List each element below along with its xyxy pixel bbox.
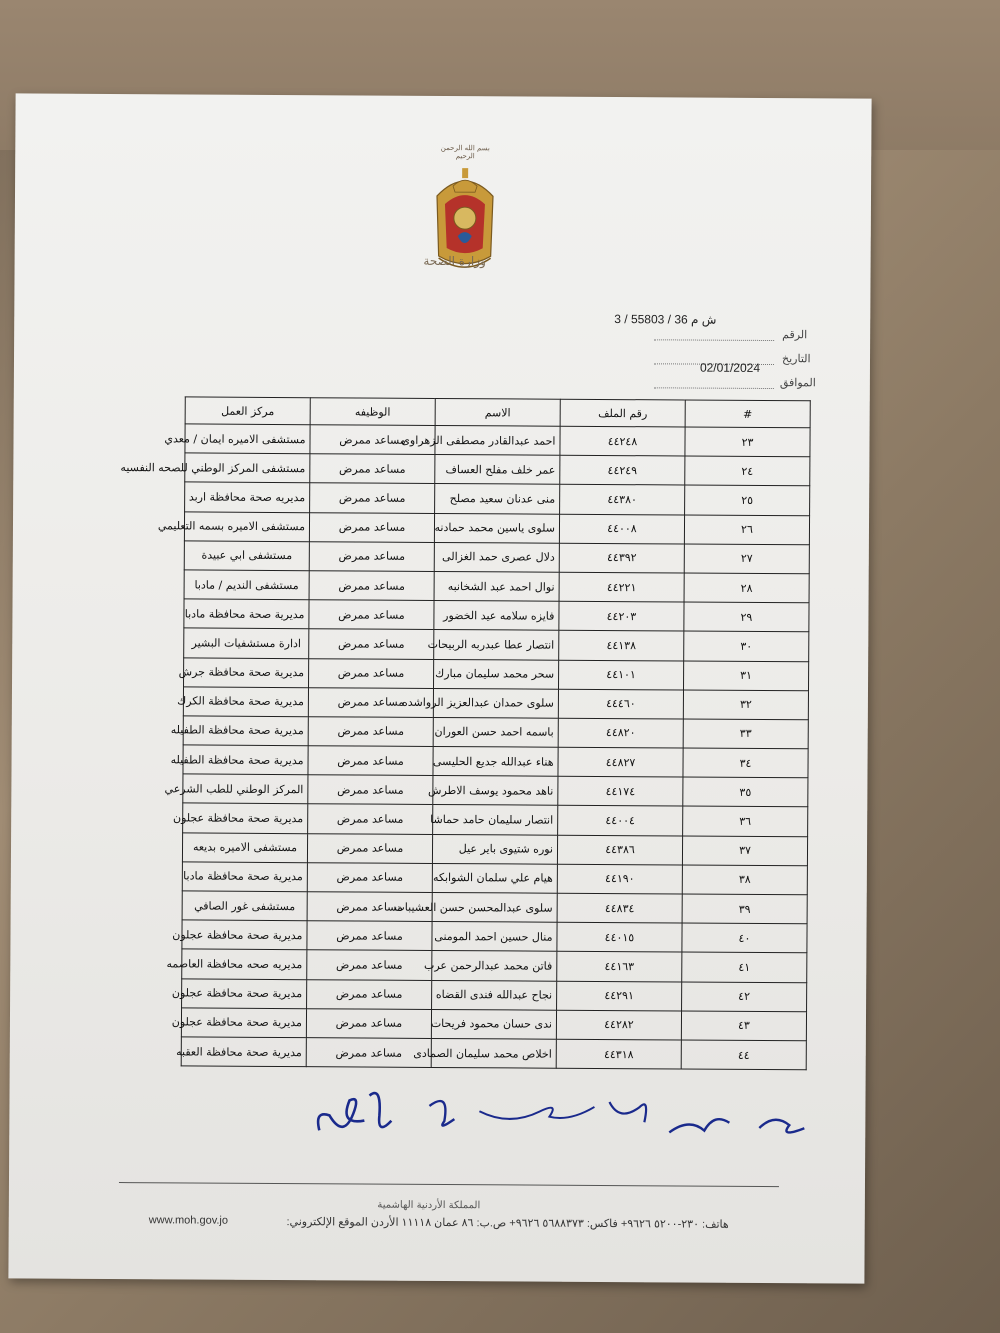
cell-index: ٣٩ [682, 894, 807, 924]
cell-name: فاتن محمد عبدالرحمن عرب [432, 951, 557, 981]
cell-file-number: ٤٤١٧٤ [558, 776, 683, 806]
table-row [185, 424, 810, 457]
cell-index: ٢٣ [685, 427, 810, 457]
table-row [182, 833, 807, 866]
handwritten-signatures [309, 1080, 849, 1153]
jordan-coat-of-arms-icon [424, 143, 505, 316]
reference-dotline [654, 339, 774, 341]
table-header-row [185, 397, 810, 428]
header-name: الاسم [435, 398, 560, 426]
cell-work-center: مديريه صحه محافظة العاصمه [182, 949, 307, 979]
cell-name: نجاح عبدالله فندى القضاه [432, 980, 557, 1010]
cell-file-number: ٤٤٣١٨ [556, 1039, 681, 1069]
cell-job: مساعد ممرض [308, 804, 433, 834]
cell-file-number: ٤٤٨٢٠ [558, 718, 683, 748]
cell-index: ٤٣ [681, 1011, 806, 1041]
cell-index: ٢٧ [684, 544, 809, 574]
cell-index: ٣٣ [683, 719, 808, 749]
cell-index: ٢٥ [685, 485, 810, 515]
table-row [184, 599, 809, 632]
document-sheet [8, 93, 871, 1283]
cell-index: ٢٨ [684, 573, 809, 603]
cell-job: مساعد ممرض [309, 541, 434, 571]
cell-work-center: مستشفى ابي عبيدة [184, 541, 309, 571]
header-job: الوظيفه [310, 398, 435, 426]
cell-job: مساعد ممرض [307, 833, 432, 863]
cell-work-center: مستشفى غور الصافي [182, 891, 307, 921]
cell-job: مساعد ممرض [310, 425, 435, 455]
cell-name: نوال احمد عبد الشخانبه [434, 571, 559, 601]
cell-job: مساعد ممرض [308, 746, 433, 776]
table-row [184, 570, 809, 603]
table-row [183, 716, 808, 749]
table-row [183, 745, 808, 778]
cell-index: ٢٦ [684, 515, 809, 545]
table-row [181, 1008, 806, 1041]
cell-work-center: مديريه صحة محافظة اربد [185, 482, 310, 512]
cell-work-center: مستشفى النديم / مادبا [184, 570, 309, 600]
cell-name: سلوى حمدان عبدالعزيز الرواشده [433, 688, 558, 718]
cell-index: ٤٠ [682, 923, 807, 953]
cell-job: مساعد ممرض [309, 600, 434, 630]
date-value: 02/01/2024 [699, 360, 761, 375]
cell-name: منى عدنان سعيد مصلح [435, 484, 560, 514]
cell-file-number: ٤٤١٣٨ [559, 631, 684, 661]
cell-name: منال حسين احمد المومنى [432, 922, 557, 952]
cell-work-center: مديرية صحة محافظة مادبا [184, 599, 309, 629]
cell-file-number: ٤٤٠٠٤ [558, 806, 683, 836]
cell-file-number: ٤٤٤٦٠ [558, 689, 683, 719]
footer-contact [148, 1214, 729, 1231]
cell-work-center: مستشفى المركز الوطني للصحه النفسيه [185, 453, 310, 483]
cell-file-number: ٤٤٢٤٩ [560, 455, 685, 485]
cell-work-center: مستشفى الاميره ايمان / معدي [185, 424, 310, 454]
cell-index: ٣٠ [684, 631, 809, 661]
cell-index: ٣١ [683, 660, 808, 690]
cell-index: ٢٤ [685, 456, 810, 486]
cell-work-center: مديرية صحة محافظة الطفيله [183, 716, 308, 746]
cell-name: فايزه سلامه عيد الخضور [434, 601, 559, 631]
table-row [182, 949, 807, 982]
cell-file-number: ٤٤٢٨٢ [556, 1010, 681, 1040]
cell-work-center: مستشفى الاميره بسمه التعليمي [184, 511, 309, 541]
cell-work-center: مديرية صحة محافظة الكرك [183, 687, 308, 717]
cell-file-number: ٤٤١٩٠ [557, 864, 682, 894]
cell-index: ٣٦ [683, 806, 808, 836]
cell-name: اخلاص محمد سليمان الصمادى [431, 1038, 556, 1068]
cell-job: مساعد ممرض [307, 863, 432, 893]
cell-work-center: ادارة مستشفيات البشير [184, 628, 309, 658]
table-row [181, 1037, 806, 1070]
cell-index: ٣٨ [682, 865, 807, 895]
reference-number: ش م 36 / 55803 / 3 [614, 312, 717, 327]
cell-index: ٣٤ [683, 748, 808, 778]
cell-work-center: مديرية صحة محافظة مادبا [182, 862, 307, 892]
cell-index: ٢٩ [684, 602, 809, 632]
cell-job: مساعد ممرض [308, 687, 433, 717]
table-row [184, 628, 809, 661]
cell-file-number: ٤٤٣٩٢ [559, 543, 684, 573]
table-row [183, 687, 808, 720]
header-file-number: رقم الملف [560, 399, 685, 427]
footer-website: www.moh.gov.jo [148, 1214, 229, 1227]
cell-name: انتصار سليمان حامد حماشا [433, 805, 558, 835]
ministry-name: وزارة الصحة [423, 253, 486, 269]
cell-job: مساعد ممرض [306, 1008, 431, 1038]
cell-job: مساعد ممرض [310, 454, 435, 484]
header-work-center: مركز العمل [185, 397, 310, 425]
cell-work-center: مديرية صحة محافظة عجلون [183, 803, 308, 833]
cell-name: سحر محمد سليمان مبارك [434, 659, 559, 689]
cell-job: مساعد ممرض [309, 629, 434, 659]
cell-job: مساعد ممرض [307, 979, 432, 1009]
cell-job: مساعد ممرض [309, 658, 434, 688]
table-row [184, 511, 809, 544]
cell-index: ٤٤ [681, 1040, 806, 1070]
cell-name: سلوى عبدالمحسن حسن العشيبات [432, 892, 557, 922]
table-row [182, 891, 807, 924]
footer-phone-fax: هاتف: ٢٣٠-٥٢٠٠ ٩٦٢٦+ فاكس: ٥٦٨٨٣٧٣ ٩٦٢٦+ ص.ب: ٨٦ عمان ١١١١٨ الأردن الموقع الإلكتروني: [286, 1216, 729, 1231]
cell-file-number: ٤٤٢٩١ [557, 981, 682, 1011]
cell-file-number: ٤٤٣٨٠ [560, 485, 685, 515]
cell-job: مساعد ممرض [309, 512, 434, 542]
cell-work-center: مديرية صحة محافظة الطفيله [183, 745, 308, 775]
cell-file-number: ٤٤٣٨٦ [557, 835, 682, 865]
cell-file-number: ٤٤١٦٣ [557, 952, 682, 982]
cell-file-number: ٤٤٠٠٨ [559, 514, 684, 544]
cell-index: ٣٧ [682, 836, 807, 866]
footer-divider [119, 1182, 779, 1187]
cell-name: انتصار عطا عبدربه الربيحات [434, 630, 559, 660]
table-row [185, 482, 810, 515]
cell-file-number: ٤٤٠١٥ [557, 922, 682, 952]
cell-name: نوره شتيوى باير عيل [432, 834, 557, 864]
cell-name: هيام علي سلمان الشوابكه [432, 863, 557, 893]
footer-kingdom: المملكة الأردنية الهاشمية [377, 1199, 481, 1212]
cell-name: سلوى ياسين محمد حمادنه [434, 513, 559, 543]
cell-name: ناهد محمود يوسف الاطرش [433, 776, 558, 806]
cell-job: مساعد ممرض [307, 892, 432, 922]
table-row [184, 657, 809, 690]
cell-job: مساعد ممرض [308, 775, 433, 805]
table-row [182, 920, 807, 953]
cell-name: عمر خلف مفلح العساف [435, 455, 560, 485]
table-row [183, 803, 808, 836]
cell-job: مساعد ممرض [307, 950, 432, 980]
cell-work-center: مديرية صحة محافظة عجلون [182, 978, 307, 1008]
cell-file-number: ٤٤١٠١ [558, 660, 683, 690]
cell-name: احمد عبدالقادر مصطفى الزهراوى [435, 425, 560, 455]
table-row [183, 774, 808, 807]
cell-job: مساعد ممرض [310, 483, 435, 513]
cell-name: دلال عصرى حمد الغزالى [434, 542, 559, 572]
table-body [120, 424, 810, 1070]
table-row [182, 978, 807, 1011]
cell-job: مساعد ممرض [307, 921, 432, 951]
cell-work-center: مديرية صحة محافظة جرش [184, 657, 309, 687]
cell-file-number: ٤٤٨٣٤ [557, 893, 682, 923]
table-row [185, 453, 810, 486]
cell-file-number: ٤٤٢٤٨ [560, 426, 685, 456]
cell-file-number: ٤٤٨٢٧ [558, 747, 683, 777]
cell-job: مساعد ممرض [309, 571, 434, 601]
cell-job: مساعد ممرض [308, 717, 433, 747]
cell-file-number: ٤٤٢٢١ [559, 572, 684, 602]
table-row [184, 541, 809, 574]
cell-index: ٤٢ [682, 982, 807, 1012]
table-row [182, 862, 807, 895]
cell-index: ٣٥ [683, 777, 808, 807]
corresponding-dotline [654, 387, 774, 389]
cell-work-center: مديرية صحة محافظة العقبه [181, 1037, 306, 1067]
cell-index: ٤١ [682, 952, 807, 982]
cell-file-number: ٤٤٢٠٣ [559, 601, 684, 631]
bismillah-header: بسم الله الرحمن الرحيم [440, 143, 490, 161]
corresponding-label: الموافق [779, 376, 816, 390]
header-index: # [685, 400, 810, 428]
cell-work-center: مستشفى الاميره بديعه [182, 833, 307, 863]
date-label: التاريخ [781, 352, 811, 366]
cell-name: ندى حسان محمود فريحات [431, 1009, 556, 1039]
cell-name: هناء عبدالله جديع الحليسى [433, 747, 558, 777]
employee-table [120, 396, 811, 1070]
reference-label: الرقم [782, 328, 808, 342]
cell-work-center: مديرية صحة محافظة عجلون [181, 1008, 306, 1038]
cell-job: مساعد ممرض [306, 1038, 431, 1068]
cell-index: ٣٢ [683, 690, 808, 720]
cell-name: باسمه احمد حسن العوران [433, 717, 558, 747]
cell-work-center: المركز الوطني للطب الشرعي [183, 774, 308, 804]
cell-work-center: مديرية صحة محافظة عجلون [182, 920, 307, 950]
